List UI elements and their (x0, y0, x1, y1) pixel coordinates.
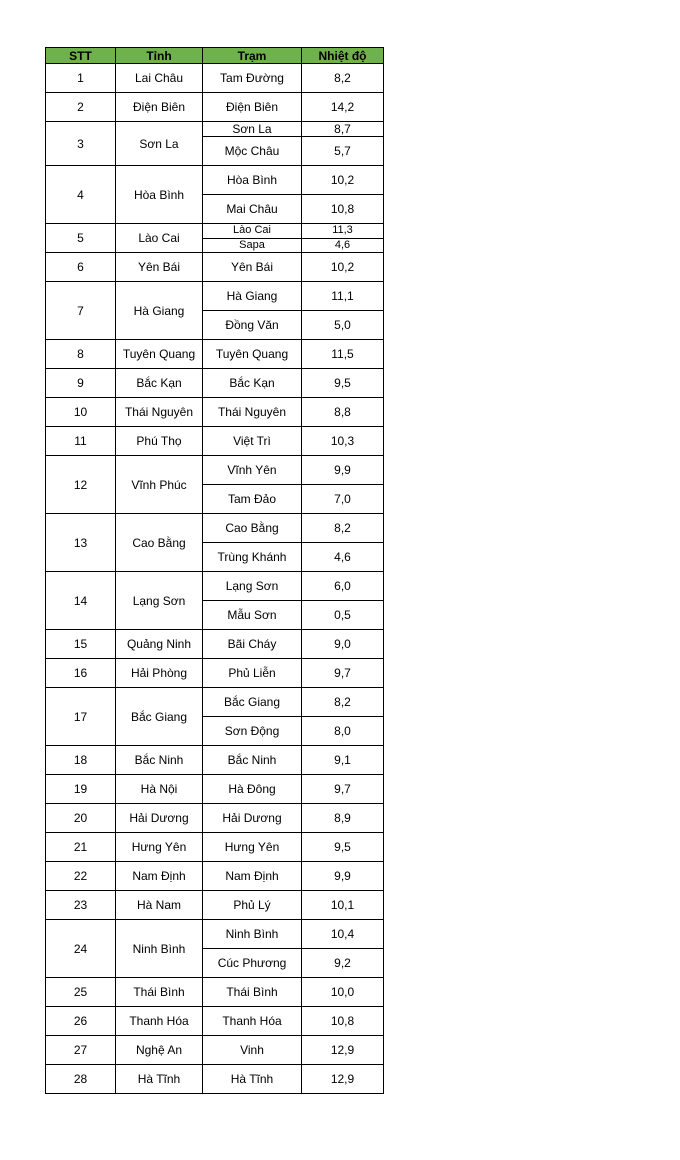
province-cell: Hà Nội (116, 775, 203, 804)
stt-cell: 25 (46, 978, 116, 1007)
table-row (46, 572, 384, 601)
temperature-cell: 8,7 (302, 122, 384, 137)
station-cell: Hải Dương (203, 804, 302, 833)
temperature-cell: 10,2 (302, 253, 384, 282)
stt-cell: 14 (46, 572, 116, 630)
station-cell: Sơn La (203, 122, 302, 137)
province-cell: Hải Phòng (116, 659, 203, 688)
stt-cell: 18 (46, 746, 116, 775)
province-cell: Hà Giang (116, 282, 203, 340)
province-cell: Lai Châu (116, 64, 203, 93)
stt-cell: 19 (46, 775, 116, 804)
station-cell: Mẫu Sơn (203, 601, 302, 630)
province-cell: Tuyên Quang (116, 340, 203, 369)
stt-cell: 26 (46, 1007, 116, 1036)
station-cell: Bắc Ninh (203, 746, 302, 775)
station-cell: Việt Trì (203, 427, 302, 456)
table-row (46, 369, 384, 398)
temperature-cell: 0,5 (302, 601, 384, 630)
temperature-cell: 9,7 (302, 775, 384, 804)
stt-cell: 10 (46, 398, 116, 427)
temperature-cell: 8,8 (302, 398, 384, 427)
table-row (46, 514, 384, 543)
stt-cell: 6 (46, 253, 116, 282)
temperature-cell: 8,2 (302, 64, 384, 93)
station-cell: Tam Đảo (203, 485, 302, 514)
table-row (46, 804, 384, 833)
header-stt: STT (46, 48, 116, 64)
temperature-cell: 10,2 (302, 166, 384, 195)
table-row (46, 253, 384, 282)
station-cell: Vĩnh Yên (203, 456, 302, 485)
temperature-cell: 10,4 (302, 920, 384, 949)
temperature-cell: 10,8 (302, 195, 384, 224)
temperature-cell: 12,9 (302, 1036, 384, 1065)
stt-cell: 4 (46, 166, 116, 224)
table-row (46, 398, 384, 427)
table-row (46, 166, 384, 195)
station-cell: Hưng Yên (203, 833, 302, 862)
temperature-cell: 10,0 (302, 978, 384, 1007)
station-cell: Tuyên Quang (203, 340, 302, 369)
province-cell: Lào Cai (116, 224, 203, 253)
stt-cell: 9 (46, 369, 116, 398)
stt-cell: 3 (46, 122, 116, 166)
station-cell: Mai Châu (203, 195, 302, 224)
stt-cell: 13 (46, 514, 116, 572)
table-row (46, 456, 384, 485)
temperature-cell: 10,8 (302, 1007, 384, 1036)
province-cell: Phú Thọ (116, 427, 203, 456)
province-cell: Hải Dương (116, 804, 203, 833)
station-cell: Điện Biên (203, 93, 302, 122)
station-cell: Ninh Bình (203, 920, 302, 949)
stt-cell: 7 (46, 282, 116, 340)
header-nhiet-do: Nhiệt độ (302, 48, 384, 64)
station-cell: Phủ Liễn (203, 659, 302, 688)
province-cell: Hà Nam (116, 891, 203, 920)
station-cell: Sapa (203, 238, 302, 253)
temperature-cell: 11,5 (302, 340, 384, 369)
province-cell: Hà Tĩnh (116, 1065, 203, 1094)
province-cell: Bắc Giang (116, 688, 203, 746)
temperature-cell: 10,3 (302, 427, 384, 456)
table-row (46, 282, 384, 311)
stt-cell: 17 (46, 688, 116, 746)
temperature-table (45, 47, 384, 1094)
table-row (46, 1065, 384, 1094)
province-cell: Vĩnh Phúc (116, 456, 203, 514)
table-row (46, 630, 384, 659)
province-cell: Lạng Sơn (116, 572, 203, 630)
temperature-cell: 9,0 (302, 630, 384, 659)
temperature-cell: 8,9 (302, 804, 384, 833)
temperature-cell: 10,1 (302, 891, 384, 920)
table-body (46, 64, 384, 1094)
province-cell: Điện Biên (116, 93, 203, 122)
temperature-cell: 5,0 (302, 311, 384, 340)
station-cell: Phủ Lý (203, 891, 302, 920)
stt-cell: 16 (46, 659, 116, 688)
station-cell: Tam Đường (203, 64, 302, 93)
station-cell: Hà Đông (203, 775, 302, 804)
station-cell: Cao Bằng (203, 514, 302, 543)
province-cell: Hưng Yên (116, 833, 203, 862)
temperature-cell: 14,2 (302, 93, 384, 122)
stt-cell: 15 (46, 630, 116, 659)
station-cell: Vinh (203, 1036, 302, 1065)
station-cell: Đồng Văn (203, 311, 302, 340)
station-cell: Trùng Khánh (203, 543, 302, 572)
header-row (46, 48, 384, 64)
province-cell: Bắc Kạn (116, 369, 203, 398)
station-cell: Thanh Hóa (203, 1007, 302, 1036)
temperature-cell: 9,5 (302, 369, 384, 398)
station-cell: Yên Bái (203, 253, 302, 282)
stt-cell: 22 (46, 862, 116, 891)
table-row (46, 1007, 384, 1036)
temperature-cell: 9,9 (302, 456, 384, 485)
station-cell: Hà Tĩnh (203, 1065, 302, 1094)
table-row (46, 688, 384, 717)
station-cell: Lào Cai (203, 224, 302, 239)
station-cell: Bắc Kạn (203, 369, 302, 398)
province-cell: Thái Bình (116, 978, 203, 1007)
table-row (46, 1036, 384, 1065)
temperature-cell: 9,2 (302, 949, 384, 978)
temperature-cell: 9,1 (302, 746, 384, 775)
station-cell: Thái Bình (203, 978, 302, 1007)
temperature-cell: 9,9 (302, 862, 384, 891)
station-cell: Bắc Giang (203, 688, 302, 717)
stt-cell: 24 (46, 920, 116, 978)
stt-cell: 5 (46, 224, 116, 253)
temperature-cell: 5,7 (302, 137, 384, 166)
temperature-cell: 6,0 (302, 572, 384, 601)
stt-cell: 8 (46, 340, 116, 369)
province-cell: Thanh Hóa (116, 1007, 203, 1036)
table-row (46, 978, 384, 1007)
table-row (46, 920, 384, 949)
stt-cell: 21 (46, 833, 116, 862)
province-cell: Hòa Bình (116, 166, 203, 224)
station-cell: Thái Nguyên (203, 398, 302, 427)
header-tram: Trạm (203, 48, 302, 64)
table-row (46, 659, 384, 688)
temperature-cell: 11,1 (302, 282, 384, 311)
province-cell: Sơn La (116, 122, 203, 166)
stt-cell: 20 (46, 804, 116, 833)
stt-cell: 12 (46, 456, 116, 514)
province-cell: Quảng Ninh (116, 630, 203, 659)
stt-cell: 1 (46, 64, 116, 93)
station-cell: Lạng Sơn (203, 572, 302, 601)
table-row (46, 427, 384, 456)
station-cell: Bãi Cháy (203, 630, 302, 659)
table-row (46, 775, 384, 804)
table-row (46, 862, 384, 891)
table-row (46, 93, 384, 122)
station-cell: Nam Định (203, 862, 302, 891)
province-cell: Yên Bái (116, 253, 203, 282)
table-row (46, 746, 384, 775)
stt-cell: 2 (46, 93, 116, 122)
province-cell: Nam Định (116, 862, 203, 891)
station-cell: Hà Giang (203, 282, 302, 311)
table-row (46, 340, 384, 369)
table-row (46, 64, 384, 93)
temperature-cell: 11,3 (302, 224, 384, 239)
table-row (46, 891, 384, 920)
station-cell: Sơn Động (203, 717, 302, 746)
temperature-cell: 7,0 (302, 485, 384, 514)
province-cell: Nghệ An (116, 1036, 203, 1065)
stt-cell: 28 (46, 1065, 116, 1094)
table-row (46, 122, 384, 137)
temperature-cell: 4,6 (302, 543, 384, 572)
table-row (46, 833, 384, 862)
station-cell: Cúc Phương (203, 949, 302, 978)
table-row (46, 224, 384, 239)
temperature-cell: 9,5 (302, 833, 384, 862)
stt-cell: 27 (46, 1036, 116, 1065)
temperature-cell: 12,9 (302, 1065, 384, 1094)
station-cell: Mộc Châu (203, 137, 302, 166)
temperature-cell: 8,0 (302, 717, 384, 746)
stt-cell: 23 (46, 891, 116, 920)
temperature-cell: 4,6 (302, 238, 384, 253)
header-tinh: Tỉnh (116, 48, 203, 64)
province-cell: Bắc Ninh (116, 746, 203, 775)
stt-cell: 11 (46, 427, 116, 456)
temperature-cell: 8,2 (302, 688, 384, 717)
province-cell: Thái Nguyên (116, 398, 203, 427)
station-cell: Hòa Bình (203, 166, 302, 195)
temperature-cell: 9,7 (302, 659, 384, 688)
province-cell: Ninh Bình (116, 920, 203, 978)
temperature-cell: 8,2 (302, 514, 384, 543)
province-cell: Cao Bằng (116, 514, 203, 572)
